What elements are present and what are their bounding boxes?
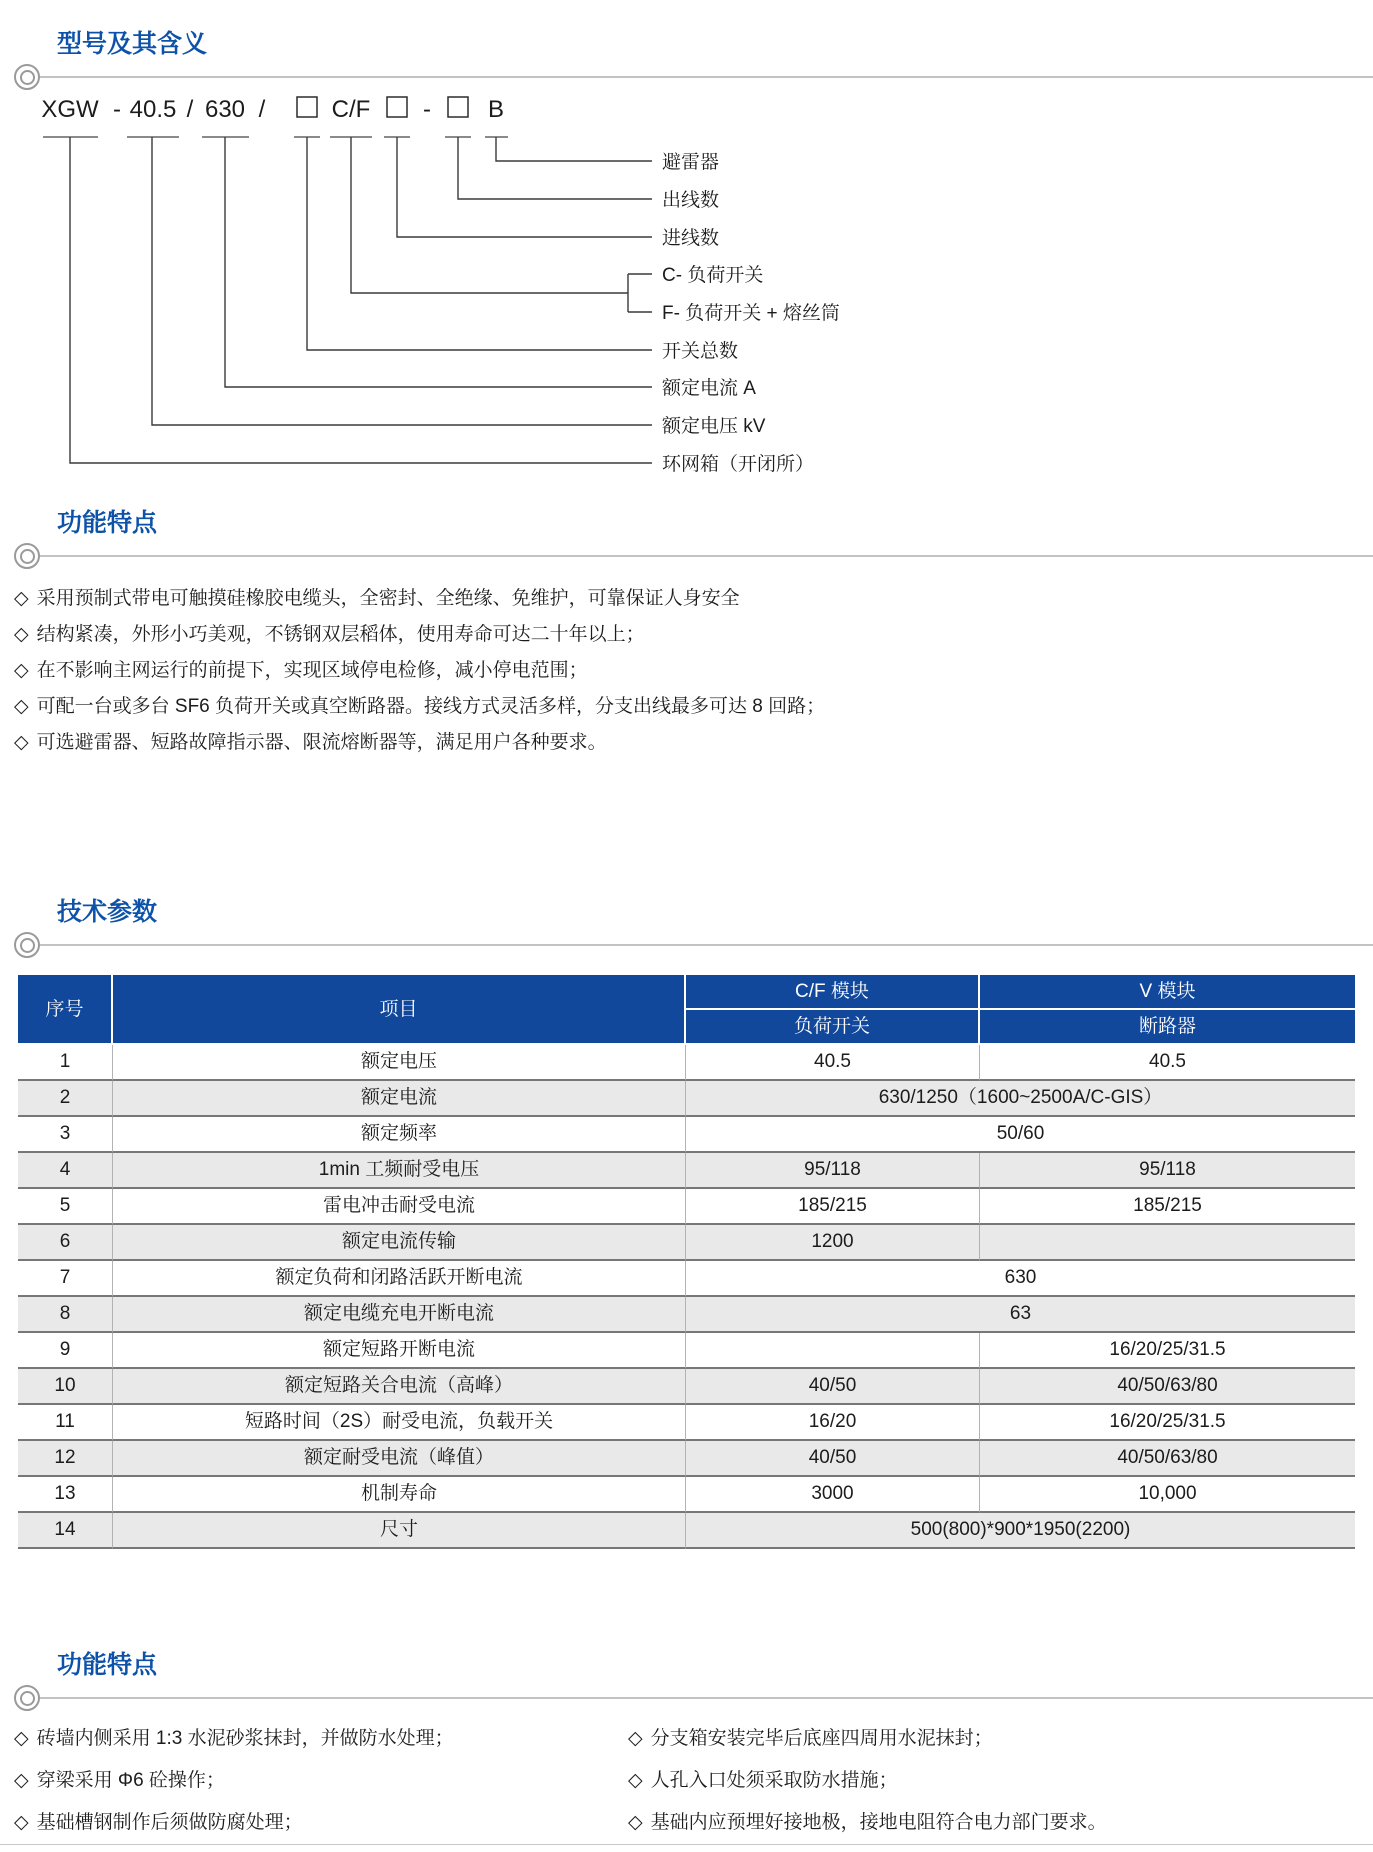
row-number-cell: 2 — [18, 1081, 113, 1117]
item-cell: 额定短路关合电流（高峰） — [113, 1369, 686, 1405]
ring-ornament-icon — [14, 1685, 40, 1711]
install-text: 分支箱安装完毕后底座四周用水泥抹封； — [650, 1728, 993, 1749]
callout-label-outgoing: 出线数 — [662, 190, 720, 211]
install-text: 穿梁采用 Φ6 砼操作； — [36, 1770, 225, 1791]
callout-label-f-switch-fuse: F- 负荷开关 + 熔丝筒 — [662, 303, 840, 324]
list-item — [14, 622, 1359, 648]
feature-text: 在不影响主网运行的前提下，实现区域停电检修，减小停电范围； — [36, 660, 588, 681]
install-text: 砖墙内侧采用 1:3 水泥砂浆抹封，并做防水处理； — [36, 1728, 454, 1749]
table-row — [18, 1117, 1355, 1153]
table-row — [18, 1369, 1355, 1405]
rule-line — [40, 1697, 1373, 1699]
cf-value-cell: 1200 — [686, 1225, 980, 1261]
header-v-module: V 模块 — [980, 975, 1355, 1010]
diamond-bullet-icon: ◇ — [14, 660, 29, 681]
table-row — [18, 1153, 1355, 1189]
install-column-left — [14, 1726, 628, 1852]
model-placeholder-box-2 — [387, 97, 407, 117]
merged-value-cell: 63 — [686, 1297, 1355, 1333]
diamond-bullet-icon: ◇ — [628, 1728, 643, 1749]
model-placeholder-box-1 — [297, 97, 317, 117]
item-cell: 额定电压 — [113, 1045, 686, 1081]
section-rule — [0, 1684, 1373, 1712]
row-number-cell: 12 — [18, 1441, 113, 1477]
section-title-features: 功能特点 — [57, 509, 158, 537]
model-part-dash2: - — [423, 96, 431, 123]
diamond-bullet-icon: ◇ — [14, 1770, 29, 1791]
header-circuit-breaker: 断路器 — [980, 1010, 1355, 1045]
section-title-tech-params: 技术参数 — [57, 898, 158, 926]
ring-ornament-icon — [14, 543, 40, 569]
feature-text: 采用预制式带电可触摸硅橡胶电缆头，全密封、全绝缘、免维护，可靠保证人身安全 — [36, 588, 740, 609]
install-text: 基础槽钢制作后须做防腐处理； — [36, 1812, 303, 1833]
model-part-dash1: - — [113, 96, 121, 123]
feature-text: 可选避雷器、短路故障指示器、限流熔断器等，满足用户各种要求。 — [36, 732, 607, 753]
v-value-cell: 185/215 — [980, 1189, 1355, 1225]
header-load-switch: 负荷开关 — [686, 1010, 980, 1045]
row-number-cell: 6 — [18, 1225, 113, 1261]
list-item — [14, 730, 1359, 756]
row-number-cell: 11 — [18, 1405, 113, 1441]
v-value-cell: 10,000 — [980, 1477, 1355, 1513]
list-item — [14, 1810, 628, 1836]
table-row — [18, 1441, 1355, 1477]
v-value-cell — [980, 1225, 1355, 1261]
model-part-slash1: / — [186, 96, 194, 123]
header-cf-module: C/F 模块 — [686, 975, 980, 1010]
diamond-bullet-icon: ◇ — [14, 624, 29, 645]
cf-value-cell: 95/118 — [686, 1153, 980, 1189]
ring-ornament-icon — [14, 64, 40, 90]
row-number-cell: 1 — [18, 1045, 113, 1081]
section-model-designation — [0, 0, 1373, 491]
v-value-cell: 95/118 — [980, 1153, 1355, 1189]
list-item — [14, 658, 1359, 684]
cf-value-cell: 40.5 — [686, 1045, 980, 1081]
model-part-630: 630 — [204, 96, 246, 123]
row-number-cell: 14 — [18, 1513, 113, 1549]
rule-line — [40, 76, 1373, 78]
section-install-features — [0, 1649, 1373, 1852]
item-cell: 尺寸 — [113, 1513, 686, 1549]
item-cell: 额定电流传输 — [113, 1225, 686, 1261]
section-tech-params — [0, 896, 1373, 1549]
page-bottom-rule — [0, 1844, 1373, 1845]
row-number-cell: 8 — [18, 1297, 113, 1333]
diamond-bullet-icon: ◇ — [14, 588, 29, 609]
model-part-cf: C/F — [331, 96, 371, 123]
row-number-cell: 7 — [18, 1261, 113, 1297]
list-item — [628, 1810, 1359, 1836]
merged-value-cell: 630/1250（1600~2500A/C-GIS） — [686, 1081, 1355, 1117]
item-cell: 额定电缆充电开断电流 — [113, 1297, 686, 1333]
list-item — [14, 694, 1359, 720]
tech-params-table — [18, 975, 1355, 1549]
item-cell: 额定短路开断电流 — [113, 1333, 686, 1369]
table-row — [18, 1225, 1355, 1261]
item-cell: 1min 工频耐受电压 — [113, 1153, 686, 1189]
callout-label-rated-current: 额定电流 A — [662, 378, 756, 399]
diamond-bullet-icon: ◇ — [628, 1812, 643, 1833]
diamond-bullet-icon: ◇ — [14, 732, 29, 753]
item-cell: 额定耐受电流（峰值） — [113, 1441, 686, 1477]
rule-line — [40, 944, 1373, 946]
section-title-model: 型号及其含义 — [57, 30, 208, 58]
diamond-bullet-icon: ◇ — [14, 1728, 29, 1749]
row-number-cell: 3 — [18, 1117, 113, 1153]
v-value-cell: 16/20/25/31.5 — [980, 1333, 1355, 1369]
table-row — [18, 1513, 1355, 1549]
diamond-bullet-icon: ◇ — [628, 1770, 643, 1791]
diamond-bullet-icon: ◇ — [14, 696, 29, 717]
cf-value-cell: 40/50 — [686, 1441, 980, 1477]
section-rule — [0, 931, 1373, 959]
item-cell: 机制寿命 — [113, 1477, 686, 1513]
model-part-slash2: / — [258, 96, 266, 123]
install-columns — [0, 1726, 1373, 1852]
list-item — [14, 586, 1359, 612]
callout-label-ring-box: 环网箱（开闭所） — [662, 454, 815, 475]
row-number-cell: 13 — [18, 1477, 113, 1513]
table-row — [18, 1405, 1355, 1441]
cf-value-cell — [686, 1333, 980, 1369]
table-row — [18, 1045, 1355, 1081]
section-title-install: 功能特点 — [57, 1651, 158, 1679]
header-item: 项目 — [113, 975, 686, 1045]
model-part-405: 40.5 — [129, 96, 177, 123]
list-item — [14, 1726, 628, 1752]
row-number-cell: 4 — [18, 1153, 113, 1189]
section-features — [0, 507, 1373, 756]
merged-value-cell: 50/60 — [686, 1117, 1355, 1153]
model-code-diagram — [0, 91, 1373, 491]
v-value-cell: 40/50/63/80 — [980, 1369, 1355, 1405]
ring-ornament-icon — [14, 932, 40, 958]
callout-label-arrester: 避雷器 — [662, 152, 720, 173]
feature-text: 结构紧凑，外形小巧美观，不锈钢双层稻体，使用寿命可达二十年以上； — [36, 624, 645, 645]
v-value-cell: 40/50/63/80 — [980, 1441, 1355, 1477]
row-number-cell: 9 — [18, 1333, 113, 1369]
model-part-xgw: XGW — [41, 96, 99, 123]
cf-value-cell: 185/215 — [686, 1189, 980, 1225]
merged-value-cell: 630 — [686, 1261, 1355, 1297]
section-rule — [0, 63, 1373, 91]
install-text: 基础内应预埋好接地极，接地电阻符合电力部门要求。 — [650, 1812, 1107, 1833]
item-cell: 额定负荷和闭路活跃开断电流 — [113, 1261, 686, 1297]
header-no: 序号 — [18, 975, 113, 1045]
diamond-bullet-icon: ◇ — [14, 1812, 29, 1833]
rule-line — [40, 555, 1373, 557]
cf-value-cell: 3000 — [686, 1477, 980, 1513]
callout-label-switch-total: 开关总数 — [662, 341, 739, 362]
v-value-cell: 16/20/25/31.5 — [980, 1405, 1355, 1441]
item-cell: 额定电流 — [113, 1081, 686, 1117]
list-item — [14, 1768, 628, 1794]
table-row — [18, 1477, 1355, 1513]
merged-value-cell: 500(800)*900*1950(2200) — [686, 1513, 1355, 1549]
feature-text: 可配一台或多台 SF6 负荷开关或真空断路器。接线方式灵活多样，分支出线最多可达 8 回路； — [36, 696, 826, 717]
callout-label-c-switch: C- 负荷开关 — [662, 265, 764, 286]
table-header — [18, 975, 1355, 1045]
list-item — [628, 1726, 1359, 1752]
callout-label-incoming: 进线数 — [662, 228, 720, 249]
feature-list — [0, 586, 1373, 756]
table-row — [18, 1333, 1355, 1369]
v-value-cell: 40.5 — [980, 1045, 1355, 1081]
cf-value-cell: 16/20 — [686, 1405, 980, 1441]
install-text: 人孔入口处须采取防水措施； — [650, 1770, 898, 1791]
list-item — [628, 1768, 1359, 1794]
table-row — [18, 1261, 1355, 1297]
table-row — [18, 1189, 1355, 1225]
row-number-cell: 5 — [18, 1189, 113, 1225]
row-number-cell: 10 — [18, 1369, 113, 1405]
table-row — [18, 1297, 1355, 1333]
item-cell: 雷电冲击耐受电流 — [113, 1189, 686, 1225]
model-placeholder-box-3 — [448, 97, 468, 117]
model-part-b: B — [487, 96, 505, 123]
callout-lines — [70, 137, 652, 463]
cf-value-cell: 40/50 — [686, 1369, 980, 1405]
install-column-right — [628, 1726, 1359, 1852]
section-rule — [0, 542, 1373, 570]
table-row — [18, 1081, 1355, 1117]
item-cell: 额定频率 — [113, 1117, 686, 1153]
callout-label-rated-voltage: 额定电压 kV — [662, 416, 766, 437]
item-cell: 短路时间（2S）耐受电流，负载开关 — [113, 1405, 686, 1441]
